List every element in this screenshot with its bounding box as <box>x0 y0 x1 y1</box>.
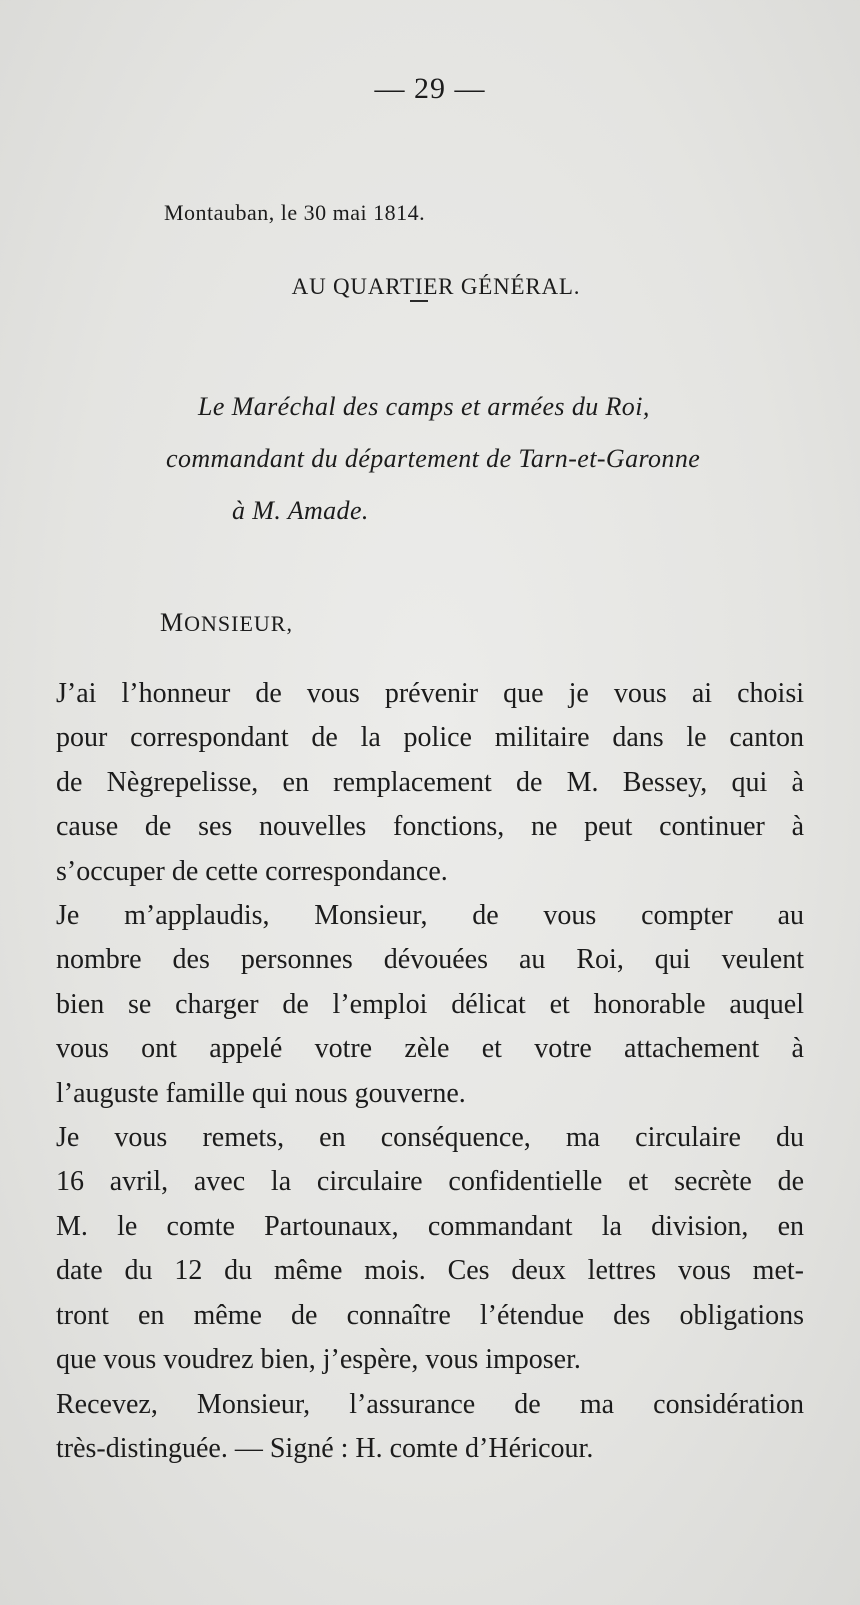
salutation-rest: ONSIEUR, <box>184 611 293 636</box>
paragraph-1 <box>56 672 804 894</box>
text-line: que vous voudrez bien, j’espère, vous imposer. <box>56 1344 581 1376</box>
salutation <box>160 608 293 638</box>
letter-body <box>56 672 804 1471</box>
paragraph-2 <box>56 894 804 1116</box>
text-line: nombre des personnes dévouées au Roi, qui veulent <box>56 944 804 976</box>
heading-divider <box>410 300 428 302</box>
text-line: pour correspondant de la police militaire dans le canton <box>56 722 804 754</box>
text-line: bien se charger de l’emploi délicat et honorable auquel <box>56 988 804 1020</box>
text-line: cause de ses nouvelles fonctions, ne peut continuer à <box>56 811 804 843</box>
text-line: 16 avril, avec la circulaire confidentielle et secrète de <box>56 1166 804 1198</box>
text-line: Recevez, Monsieur, l’assurance de ma considération <box>56 1388 804 1420</box>
sender-line-3: à M. Amade. <box>232 496 369 525</box>
sender-line-1: Le Maréchal des camps et armées du Roi, <box>198 392 650 421</box>
text-line: M. le comte Partounaux, commandant la division, en <box>56 1210 804 1242</box>
heading: AU QUARTIER GÉNÉRAL. <box>291 274 581 299</box>
text-line: s’occuper de cette correspondance. <box>56 855 448 887</box>
dateline: Montauban, le 30 mai 1814. <box>164 200 426 225</box>
text-line: de Nègrepelisse, en remplacement de M. Bessey, qui à <box>56 766 804 798</box>
text-line: date du 12 du même mois. Ces deux lettres vous met- <box>56 1255 804 1287</box>
text-line: l’auguste famille qui nous gouverne. <box>56 1077 466 1109</box>
paragraph-4 <box>56 1383 804 1472</box>
text-line: tront en même de connaître l’étendue des obligations <box>56 1299 804 1331</box>
text-line: Je m’applaudis, Monsieur, de vous compter au <box>56 900 804 932</box>
text-line: vous ont appelé votre zèle et votre attachement à <box>56 1033 804 1065</box>
sender-line-2: commandant du département de Tarn-et-Garonne <box>166 444 701 473</box>
page-number: — 29 — <box>374 72 486 105</box>
salutation-initial: M <box>160 608 185 637</box>
paragraph-3 <box>56 1116 804 1382</box>
text-line: Je vous remets, en conséquence, ma circulaire du <box>56 1122 804 1154</box>
text-line: J’ai l’honneur de vous prévenir que je vous ai choisi <box>56 678 804 709</box>
text-line: très-distinguée. — Signé : H. comte d’Héricour. <box>56 1432 594 1464</box>
